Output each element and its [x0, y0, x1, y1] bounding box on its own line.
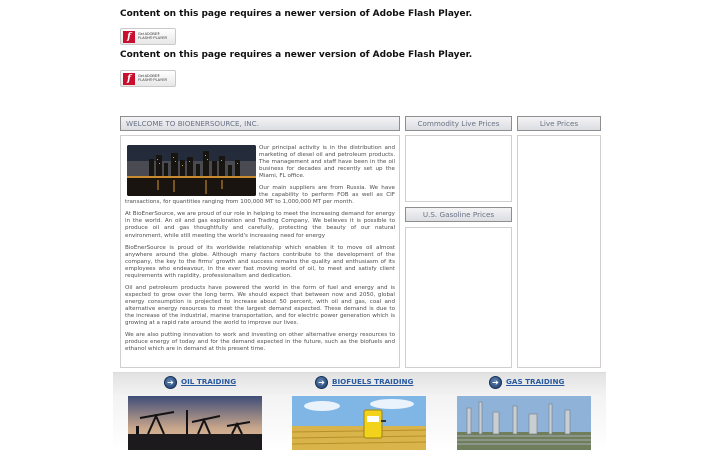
get-flash-player-badge-1[interactable] — [120, 28, 176, 45]
oil-pumpjacks-graphic — [128, 396, 262, 450]
paragraph-suppliers: Our main suppliers are from Russia. We have the capability to perform FOB as well as CIF transactions, for quantities ranging from 100,000 MT to 1,000,000 MT per month. — [125, 185, 395, 206]
paragraph-role: At BioEnerSource, we are proud of our role in helping to meet the increasing demand for energy in the world. An oil and gas exploration and Trading Company, We believes it is possible to produce oil and gas thoughtfully and carefully, protecting the beauty of our natural environment, while still meeting the world's increasing need for energy — [125, 211, 395, 239]
paragraph-relationship: BioEnerSource is proud of its worldwide relationship which enables it to move oil almost anywhere around the globe. Although many factors contribute to the development of the company, the key to the firms' growth and success remains the quality and enthusiasm of its employees who endeavour, in the ever fast moving world of oil, to meet and satisfy client requirements with rapidity, professionalism and dedication. — [125, 244, 395, 279]
live-prices-panel — [517, 135, 601, 368]
flash-f-icon: f — [123, 31, 135, 43]
city-skyline-graphic — [127, 145, 256, 196]
oil-pumpjacks-image[interactable] — [128, 396, 262, 450]
flash-required-message-2: Content on this page requires a newer version of Adobe Flash Player. — [120, 50, 473, 60]
us-gasoline-prices-header: U.S. Gasoline Prices — [405, 207, 512, 222]
badge-line2: FLASH® PLAYER — [138, 78, 168, 82]
gas-plant-image[interactable] — [457, 396, 591, 450]
gas-plant-graphic — [457, 396, 591, 450]
biofuels-trading-label[interactable]: BIOFUELS TRAIDING — [332, 377, 414, 386]
biofuels-field-image[interactable] — [292, 396, 426, 450]
oil-trading-label[interactable]: OIL TRAIDING — [181, 377, 237, 386]
biofuels-trading-link[interactable] — [315, 376, 415, 390]
oil-trading-link[interactable] — [164, 376, 244, 390]
gas-trading-label[interactable]: GAS TRAIDING — [506, 377, 565, 386]
paragraph-energy-growth: Oil and petroleum products have powered the world in the form of fuel and energy and is expected to grow over the long term. We should expect that between now and 2050, global energy consumption is projected to increase about 50 percent, with oil and gas, coal and alternative energy resources to meet the largest demand expected. These demand is due to the increase of the industrial, marine transportation, and for electric power generation which is growing at a rapid rate around the world to improve our lives. — [125, 284, 395, 327]
city-skyline-image — [127, 145, 256, 196]
welcome-header: WELCOME TO BIOENERSOURCE, INC. — [120, 116, 400, 131]
biofuels-field-graphic — [292, 396, 426, 450]
badge-line2: FLASH® PLAYER — [138, 36, 168, 40]
arrow-right-circle-icon: ➔ — [315, 376, 328, 389]
arrow-right-circle-icon: ➔ — [489, 376, 502, 389]
live-prices-header: Live Prices — [517, 116, 601, 131]
gas-trading-link[interactable] — [489, 376, 569, 390]
commodity-live-prices-header: Commodity Live Prices — [405, 116, 512, 131]
badge-line1: Get ADOBE® — [138, 74, 160, 78]
flash-required-message-1: Content on this page requires a newer version of Adobe Flash Player. — [120, 9, 473, 19]
paragraph-innovation: We are also putting innovation to work and investing on other alternative energy resources to produce energy of today and for the demand expected in the future, such as the biofuels and ethanol which are in demand at this present time. — [125, 332, 395, 353]
badge-line1: Get ADOBE® — [138, 32, 160, 36]
paragraph-activity: Our principal activity is in the distribution and marketing of diesel oil and petroleum products. The management and staff have been in the oil business for decades and recently set up the Miami, FL office. — [259, 145, 395, 180]
main-content-text — [125, 145, 395, 358]
flash-f-icon: f — [123, 73, 135, 85]
us-gasoline-prices-panel — [405, 227, 512, 368]
get-flash-player-badge-2[interactable] — [120, 70, 176, 87]
commodity-live-prices-panel — [405, 135, 512, 202]
arrow-right-circle-icon: ➔ — [164, 376, 177, 389]
